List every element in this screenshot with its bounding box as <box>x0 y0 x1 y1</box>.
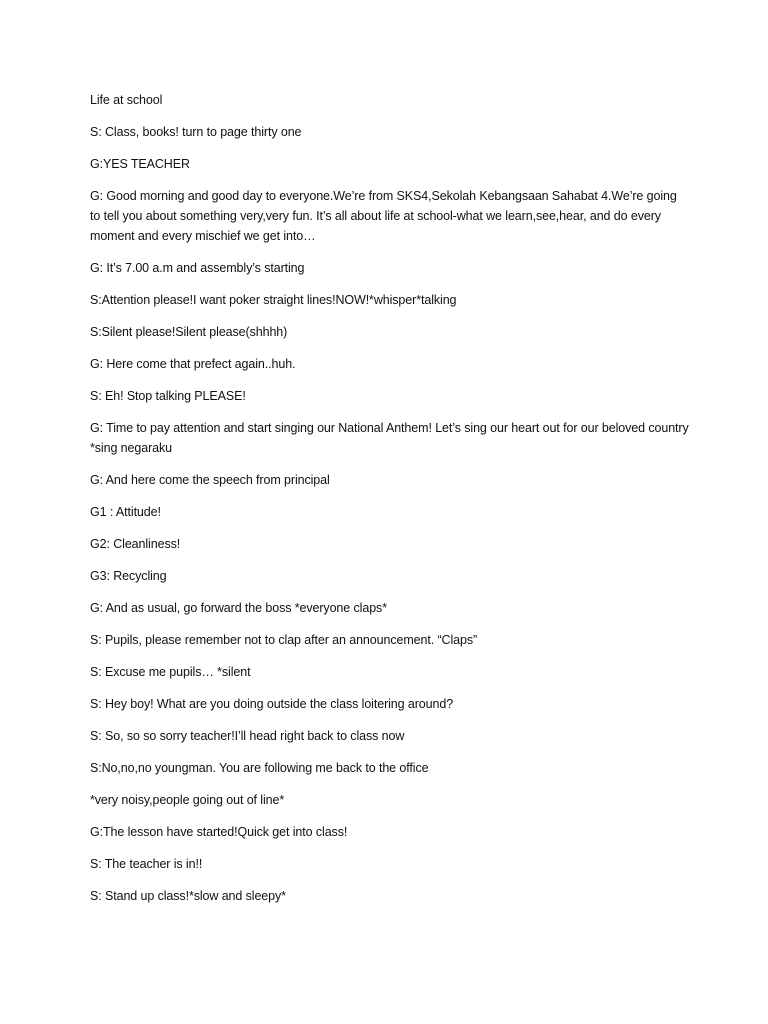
dialogue-line: G:YES TEACHER <box>90 157 190 171</box>
dialogue-line: S:No,no,no youngman. You are following me back to the office <box>90 761 429 775</box>
dialogue-line: S: Stand up class!*slow and sleepy* <box>90 889 286 903</box>
document-title: Life at school <box>90 93 163 107</box>
dialogue-line: G3: Recycling <box>90 569 167 583</box>
dialogue-line: S: Pupils, please remember not to clap after an announcement. “Claps” <box>90 633 478 647</box>
dialogue-line: S: So, so so sorry teacher!I’ll head right back to class now <box>90 729 405 743</box>
dialogue-line: S: Excuse me pupils… *silent <box>90 665 251 679</box>
dialogue-line: S: Hey boy! What are you doing outside the class loitering around? <box>90 697 454 711</box>
dialogue-line: G2: Cleanliness! <box>90 537 181 551</box>
dialogue-line: G1 : Attitude! <box>90 505 161 519</box>
dialogue-line: G: It’s 7.00 a.m and assembly’s starting <box>90 261 305 275</box>
document-body <box>90 90 690 918</box>
dialogue-line: S:Silent please!Silent please(shhhh) <box>90 325 288 339</box>
dialogue-line: G: And here come the speech from principal <box>90 473 330 487</box>
dialogue-line: S: Class, books! turn to page thirty one <box>90 125 302 139</box>
dialogue-line: S: Eh! Stop talking PLEASE! <box>90 389 246 403</box>
stage-direction: *very noisy,people going out of line* <box>90 793 285 807</box>
dialogue-line: G: And as usual, go forward the boss *everyone claps* <box>90 601 387 615</box>
dialogue-line: G: Time to pay attention and start singing our National Anthem! Let’s sing our heart out for our beloved country *sing negaraku <box>90 421 689 455</box>
dialogue-line: G: Good morning and good day to everyone.We’re from SKS4,Sekolah Kebangsaan Sahabat 4.We’re going to tell you about something very,very fun. It’s all about life at school-what we learn,see,hear, and do every moment and every mischief we get into… <box>90 189 677 243</box>
dialogue-line: S:Attention please!I want poker straight lines!NOW!*whisper*talking <box>90 293 457 307</box>
dialogue-line: S: The teacher is in!! <box>90 857 203 871</box>
dialogue-line: G:The lesson have started!Quick get into class! <box>90 825 348 839</box>
dialogue-line: G: Here come that prefect again..huh. <box>90 357 296 371</box>
